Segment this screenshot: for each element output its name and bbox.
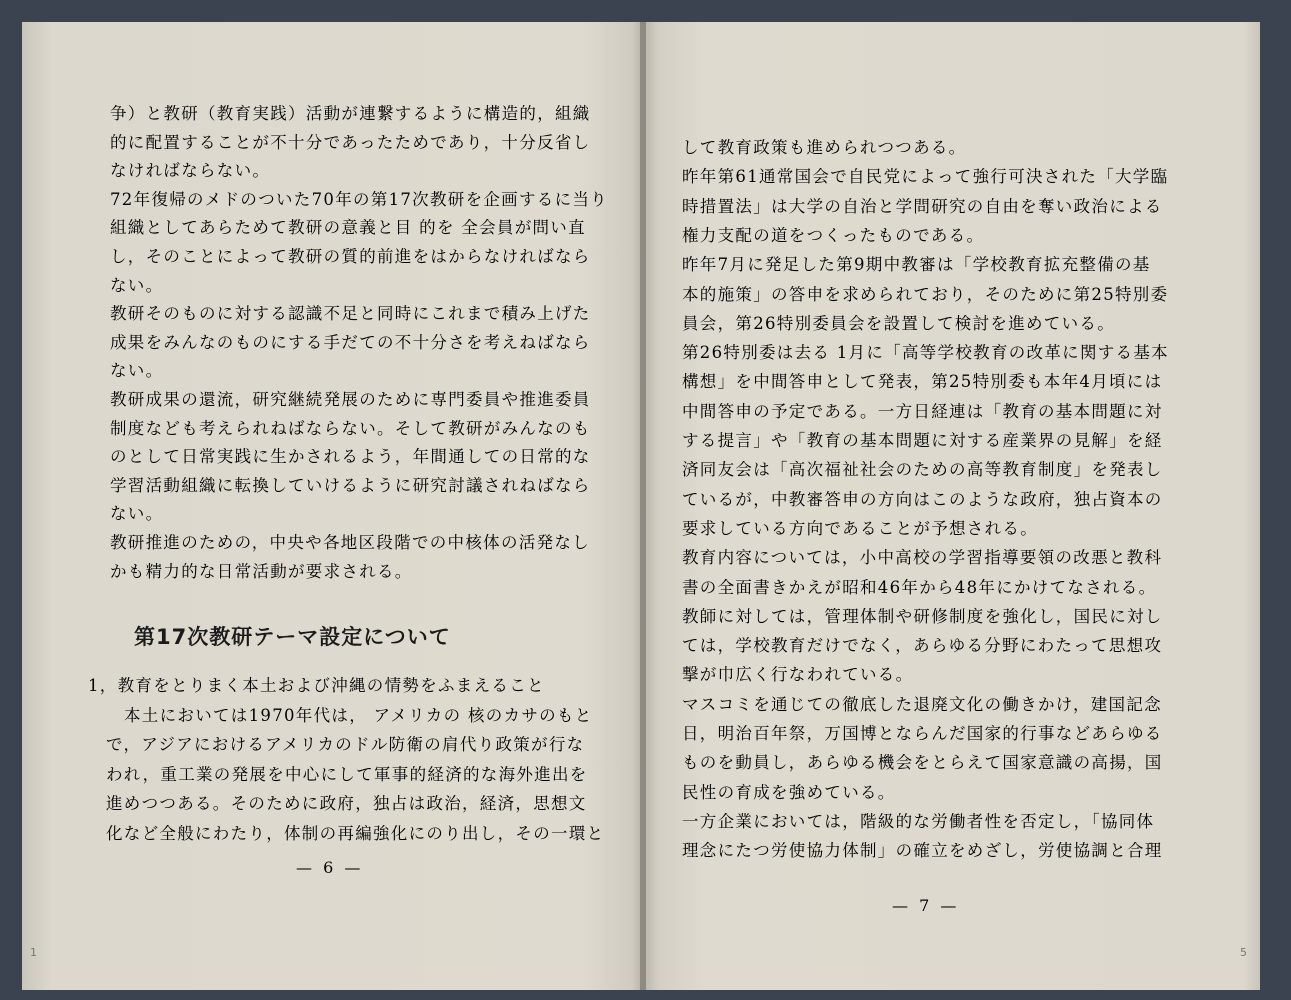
corner-mark-right: 5 [1240, 946, 1247, 959]
text-line: 争）と教研（教育実践）活動が連繋するように構造的，組織 [110, 104, 591, 123]
text-line: して教育政策も進められつつある。 [682, 138, 967, 157]
text-line: 教師に対しては，管理体制や研修制度を強化し，国民に対し [682, 606, 1163, 626]
text-line: 昨年7月に発足した第9期中教審は「学校教育拡充整備の基 [682, 255, 1151, 275]
text-line: 進めつつある。そのために政府，独占は政治，経済，思想文 [106, 794, 587, 813]
text-line: 的に配置することが不十分であったためであり，十分反省し [110, 132, 591, 152]
book-gutter [640, 22, 646, 990]
text-line: 民性の育成を強めている。 [682, 782, 896, 802]
text-line: ない。 [110, 361, 164, 381]
text-line: のとして日常実践に生かされるよう，年間通しての日常的な [110, 447, 591, 467]
text-line: 化など全般にわたり，体制の再編強化にのり出し，その一環と [106, 823, 605, 843]
text-line: 員会，第26特別委員会を設置して検討を進めている。 [682, 313, 1115, 333]
text-line: マスコミを通じての徹底した退廃文化の働きかけ，建国記念 [682, 694, 1162, 714]
text-line: 成果をみんなのものにする手だての不十分さを考えねばなら [110, 332, 591, 352]
text-line: なければならない。 [110, 161, 271, 181]
text-line: 権力支配の道をつくったものである。 [682, 225, 985, 245]
text-line: し，そのことによって教研の質的前進をはからなければなら [110, 247, 591, 266]
text-line: 本的施策」の答申を求められており，そのために第25特別委 [682, 284, 1169, 304]
text-line: 1，教育をとりまく本土および沖縄の情勢をふまえること [88, 676, 545, 695]
text-line: 学習活動組織に転換していけるように研究討議されねばなら [110, 475, 591, 495]
text-line: ない。 [110, 275, 164, 295]
text-line: 本土においては1970年代は， アメリカの 核のカサのもと [124, 705, 593, 725]
text-line: 教育内容については，小中高校の学習指導要領の改悪と教科 [682, 548, 1163, 568]
text-line: 制度なども考えられねばならない。そして教研がみんなのも [110, 418, 591, 438]
text-line: 済同友会は「高次福祉社会のための高等教育制度」を発表し [682, 460, 1163, 480]
text-line: ない。 [110, 504, 164, 524]
text-line: 一方企業においては，階級的な労働者性を否定し，「協同体 [682, 811, 1155, 831]
page-number-right: — 7 — [892, 896, 960, 915]
section-heading: 第17次教研テーマ設定について [134, 625, 451, 649]
text-line: する提言」や「教育の基本問題に対する産業界の見解」を経 [682, 431, 1163, 450]
text-line: ものを動員し，あらゆる機会をとらえて国家意識の高揚，国 [682, 753, 1163, 773]
text-line: われ，重工業の発展を中心にして軍事的経済的な海外進出を [106, 764, 588, 784]
text-line: 第26特別委は去る 1月に「高等学校教育の改革に関する基本 [682, 343, 1169, 363]
text-line: ては，学校教育だけでなく，あらゆる分野にわたって思想攻 [682, 636, 1163, 656]
text-line: 72年復帰のメドのついた70年の第17次教研を企画するに当り [110, 189, 608, 209]
text-line: 理念にたつ労使協力体制」の確立をめざし，労使協調と合理 [682, 841, 1163, 861]
text-line: 書の全面書きかえが昭和46年から48年にかけてなされる。 [682, 577, 1157, 597]
text-line: 教研推進のための，中央や各地区段階での中核体の活発なし [110, 533, 590, 552]
text-line: 時措置法」は大学の自治と学問研究の自由を奪い政治による [682, 196, 1163, 216]
text-line: 昨年第61通常国会で自民党によって強行可決された「大学臨 [682, 167, 1169, 187]
text-line: 撃が巾広く行なわれている。 [682, 665, 914, 685]
text-line: 教研そのものに対する認識不足と同時にこれまで積み上げた [110, 304, 591, 324]
text-line: 要求している方向であることが予想される。 [682, 518, 1038, 538]
text-line: 中間答申の予定である。一方日経連は「教育の基本問題に対 [682, 401, 1163, 421]
text-line: 構想」を中間答申として発表，第25特別委も本年4月頃には [682, 372, 1163, 392]
corner-mark-left: 1 [30, 946, 37, 959]
text-line: ているが，中教審答申の方向はこのような政府，独占資本の [682, 489, 1163, 509]
page-number-left: — 6 — [296, 858, 364, 877]
text-line: 日，明治百年祭，万国博とならんだ国家的行事などあらゆる [682, 724, 1163, 743]
text-line: かも精力的な日常活動が要求される。 [110, 561, 413, 581]
text-line: 組織としてあらためて教研の意義と目 的を 全会員が問い直 [110, 218, 586, 238]
text-line: で，アジアにおけるアメリカのドル防衛の肩代り政策が行な [106, 735, 585, 754]
text-line: 教研成果の還流，研究継続発展のために専門委員や推進委員 [110, 390, 591, 409]
